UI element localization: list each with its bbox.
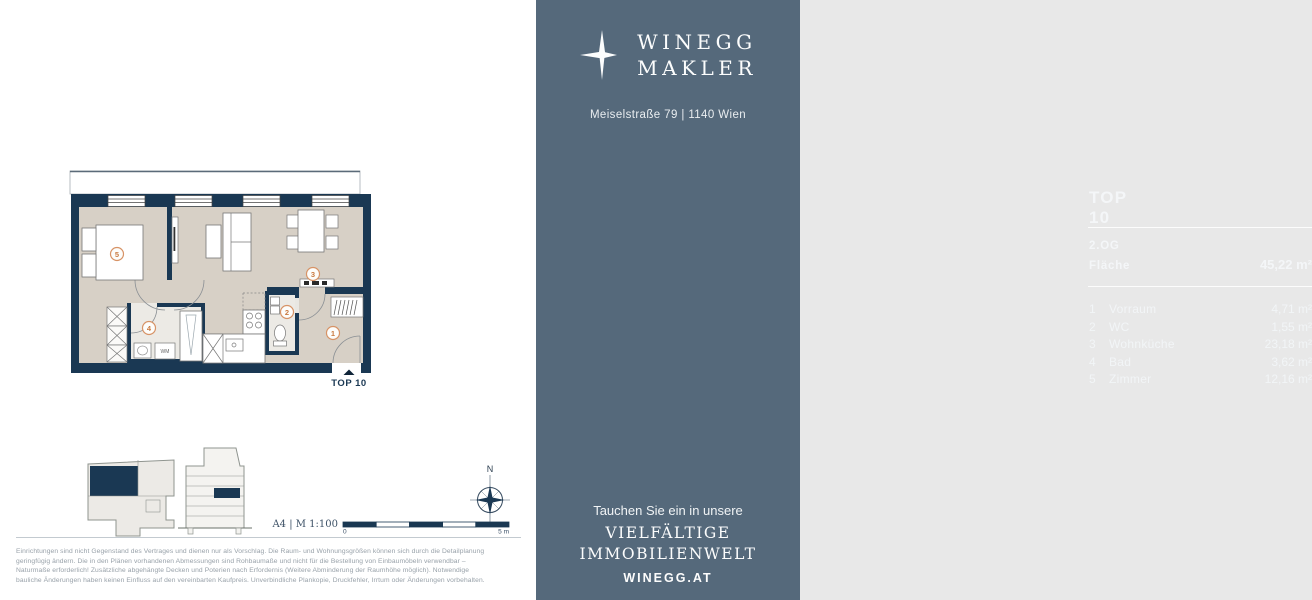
brand-name: [637, 29, 757, 81]
room-list-item: 1 Vorraum 4,71 m²: [1089, 302, 1312, 316]
unit-title: TOP 10: [1089, 188, 1127, 227]
site-plan: [78, 438, 258, 550]
svg-text:4: 4: [146, 323, 152, 333]
disclaimer-line: geringfügig ändern. Die in den Plänen vorhandenen Abmessungen sind Rohbaumaße und nicht für die Bestellung von Einbaumöbeln verwendbar –: [16, 557, 466, 565]
disclaimer-line: Naturmaße erforderlich! Zusätzliche abgehängte Decken und Poterien nach Erfordernis (Weitere Abminderung der Raumhöhe möglich). Notwendige: [16, 567, 470, 574]
floor-plan-drawing: [60, 165, 390, 400]
rule: [1088, 227, 1312, 228]
wardrobe-icon: [107, 307, 127, 362]
format-scale-label: A4 | M 1:100: [272, 519, 338, 530]
room-list-item: 5 Zimmer 12,16 m²: [1089, 372, 1312, 387]
coat-rack-icon: [331, 297, 363, 317]
scale-bar: [341, 518, 513, 534]
north-label: N: [486, 464, 494, 474]
wm-label: WM: [160, 349, 170, 355]
room-list: [1089, 302, 1312, 390]
brand-star-icon: [579, 28, 625, 82]
disclaimer-text: [16, 547, 528, 585]
brand-name-line2: MAKLER: [637, 56, 757, 80]
property-address: Meiselstraße 79 | 1140 Wien: [589, 109, 747, 121]
unit-highlight: [90, 466, 138, 496]
unit-highlight: [214, 488, 240, 498]
info-panel: [536, 0, 1312, 600]
scale-end-label: 5 m: [498, 528, 509, 536]
room-list-item: 2 WC 1,55 m²: [1089, 319, 1312, 334]
building-footprint: [88, 460, 174, 536]
footer-divider: [16, 537, 521, 538]
floor-label: 2.OG: [1089, 240, 1120, 252]
entrance-label: TOP 10: [331, 378, 367, 389]
entrance-opening: [332, 363, 361, 373]
disclaimer-line: Einrichtungen sind nicht Gegenstand des Vertrages und dienen nur als Vorschlag. Die Raum- und Wohnungsgrößen können sich durch die Detailplanung: [16, 548, 485, 555]
room-list-item: 4 Bad 3,62 m²: [1089, 354, 1312, 369]
toilet-icon: [275, 325, 286, 341]
wall-zimmer-wohnkueche: [167, 207, 172, 280]
chair-icon: [206, 225, 221, 258]
svg-text:2: 2: [284, 307, 290, 317]
svg-text:3: 3: [310, 269, 316, 279]
dining-table-icon: [298, 210, 324, 252]
area-value: 45,22 m²: [1259, 257, 1312, 272]
svg-text:1: 1: [330, 328, 336, 338]
terrace-band: [70, 171, 360, 194]
marketing-tagline: Tauchen Sie ein in unsere: [593, 503, 743, 518]
floor-plan: [60, 165, 390, 400]
brand-logo: [536, 28, 800, 82]
room-list-item: 3 Wohnküche 23,18 m²: [1089, 337, 1312, 352]
svg-text:5: 5: [114, 249, 120, 259]
area-row: [1089, 257, 1312, 272]
disclaimer-line: bauliche Änderungen haben keinen Einfluss auf den vereinbarten Kaufpreis. Unverbindliche Plankopie, Druckfehler, Irrtum oder Änderungen vorbehalten.: [16, 576, 485, 584]
site-plan-drawing: [78, 438, 258, 550]
scale-zero-label: 0: [343, 528, 347, 536]
brand-name-line1: WINEGG: [637, 30, 757, 54]
area-label: Fläche: [1089, 260, 1131, 272]
marketing-highlight-1: VIELFÄLTIGE: [605, 524, 731, 542]
marketing-highlight-2: IMMOBILIENWELT: [579, 545, 757, 563]
rule: [1088, 286, 1312, 287]
building-section: [178, 448, 252, 534]
website-link[interactable]: WINEGG.AT: [623, 571, 713, 585]
